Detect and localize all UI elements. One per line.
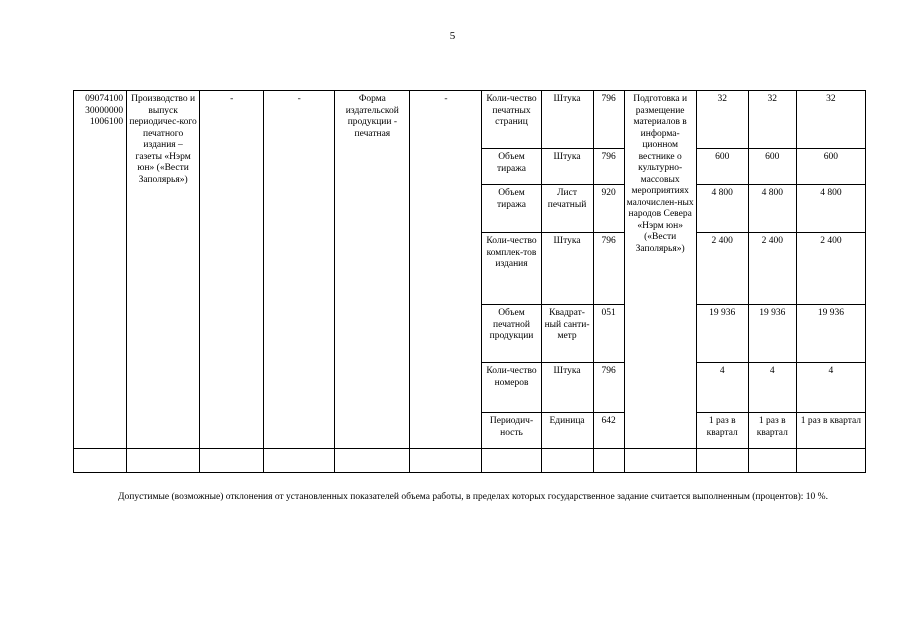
unit-code: 796 <box>593 91 624 149</box>
registry-code: 09074100 30000000 1006100 <box>74 91 127 449</box>
empty-cell: - <box>200 91 264 449</box>
indicator-name: Объем тиража <box>482 149 541 185</box>
empty-cell <box>796 449 865 473</box>
indicator-unit: Штука <box>541 149 593 185</box>
indicator-unit: Квадрат-ный санти-метр <box>541 305 593 363</box>
indicator-unit: Штука <box>541 363 593 413</box>
value-cell: 4 <box>796 363 865 413</box>
indicator-name: Объем тиража <box>482 185 541 233</box>
value-cell: 32 <box>796 91 865 149</box>
value-cell: 1 раз в квартал <box>696 413 748 449</box>
empty-cell <box>410 449 482 473</box>
unit-code: 796 <box>593 233 624 305</box>
table-row-empty <box>74 449 866 473</box>
value-cell: 2 400 <box>696 233 748 305</box>
empty-cell <box>696 449 748 473</box>
value-cell: 1 раз в квартал <box>748 413 796 449</box>
value-cell: 600 <box>796 149 865 185</box>
work-name: Производство и выпуск периодичес-кого печатного издания – газеты «Нэрм юн» («Вести Заполярья») <box>127 91 200 449</box>
deviation-note: Допустимые (возможные) отклонения от установленных показателей объема работы, в пределах которых государственное задание считается выполненным (процентов): 10 %. <box>118 492 828 502</box>
work-description: Подготовка и размещение материалов в информа-ционном вестнике о культурно-массовых мероприятиях малочислен-ных народов Севера «Нэрм юн» («Вести Заполярья») <box>624 91 696 449</box>
indicator-name: Коли-чество печатных страниц <box>482 91 541 149</box>
empty-cell <box>200 449 264 473</box>
indicator-name: Коли-чество номеров <box>482 363 541 413</box>
value-cell: 4 <box>748 363 796 413</box>
indicator-unit: Штука <box>541 91 593 149</box>
value-cell: 19 936 <box>748 305 796 363</box>
page-number: 5 <box>449 30 456 42</box>
unit-code: 642 <box>593 413 624 449</box>
value-cell: 19 936 <box>696 305 748 363</box>
table-row <box>74 91 866 149</box>
value-cell: 2 400 <box>748 233 796 305</box>
empty-cell <box>482 449 541 473</box>
indicator-unit: Лист печатный <box>541 185 593 233</box>
value-cell: 600 <box>696 149 748 185</box>
empty-cell <box>541 449 593 473</box>
value-cell: 19 936 <box>796 305 865 363</box>
value-cell: 4 800 <box>696 185 748 233</box>
value-cell: 32 <box>696 91 748 149</box>
empty-cell <box>624 449 696 473</box>
empty-cell <box>74 449 127 473</box>
indicator-name: Объем печатной продукции <box>482 305 541 363</box>
unit-code: 796 <box>593 363 624 413</box>
value-cell: 2 400 <box>796 233 865 305</box>
empty-cell <box>127 449 200 473</box>
value-cell: 4 <box>696 363 748 413</box>
value-cell: 600 <box>748 149 796 185</box>
empty-cell <box>748 449 796 473</box>
indicator-unit: Единица <box>541 413 593 449</box>
value-cell: 4 800 <box>748 185 796 233</box>
empty-cell: - <box>410 91 482 449</box>
publication-form: Форма издательской продукции - печатная <box>335 91 410 449</box>
indicator-name: Коли-чество комплек-тов издания <box>482 233 541 305</box>
unit-code: 920 <box>593 185 624 233</box>
empty-cell <box>335 449 410 473</box>
empty-cell: - <box>264 91 335 449</box>
work-volume-table <box>73 90 866 473</box>
empty-cell <box>264 449 335 473</box>
unit-code: 051 <box>593 305 624 363</box>
indicator-unit: Штука <box>541 233 593 305</box>
value-cell: 32 <box>748 91 796 149</box>
value-cell: 1 раз в квартал <box>796 413 865 449</box>
empty-cell <box>593 449 624 473</box>
indicator-name: Периодич-ность <box>482 413 541 449</box>
unit-code: 796 <box>593 149 624 185</box>
value-cell: 4 800 <box>796 185 865 233</box>
